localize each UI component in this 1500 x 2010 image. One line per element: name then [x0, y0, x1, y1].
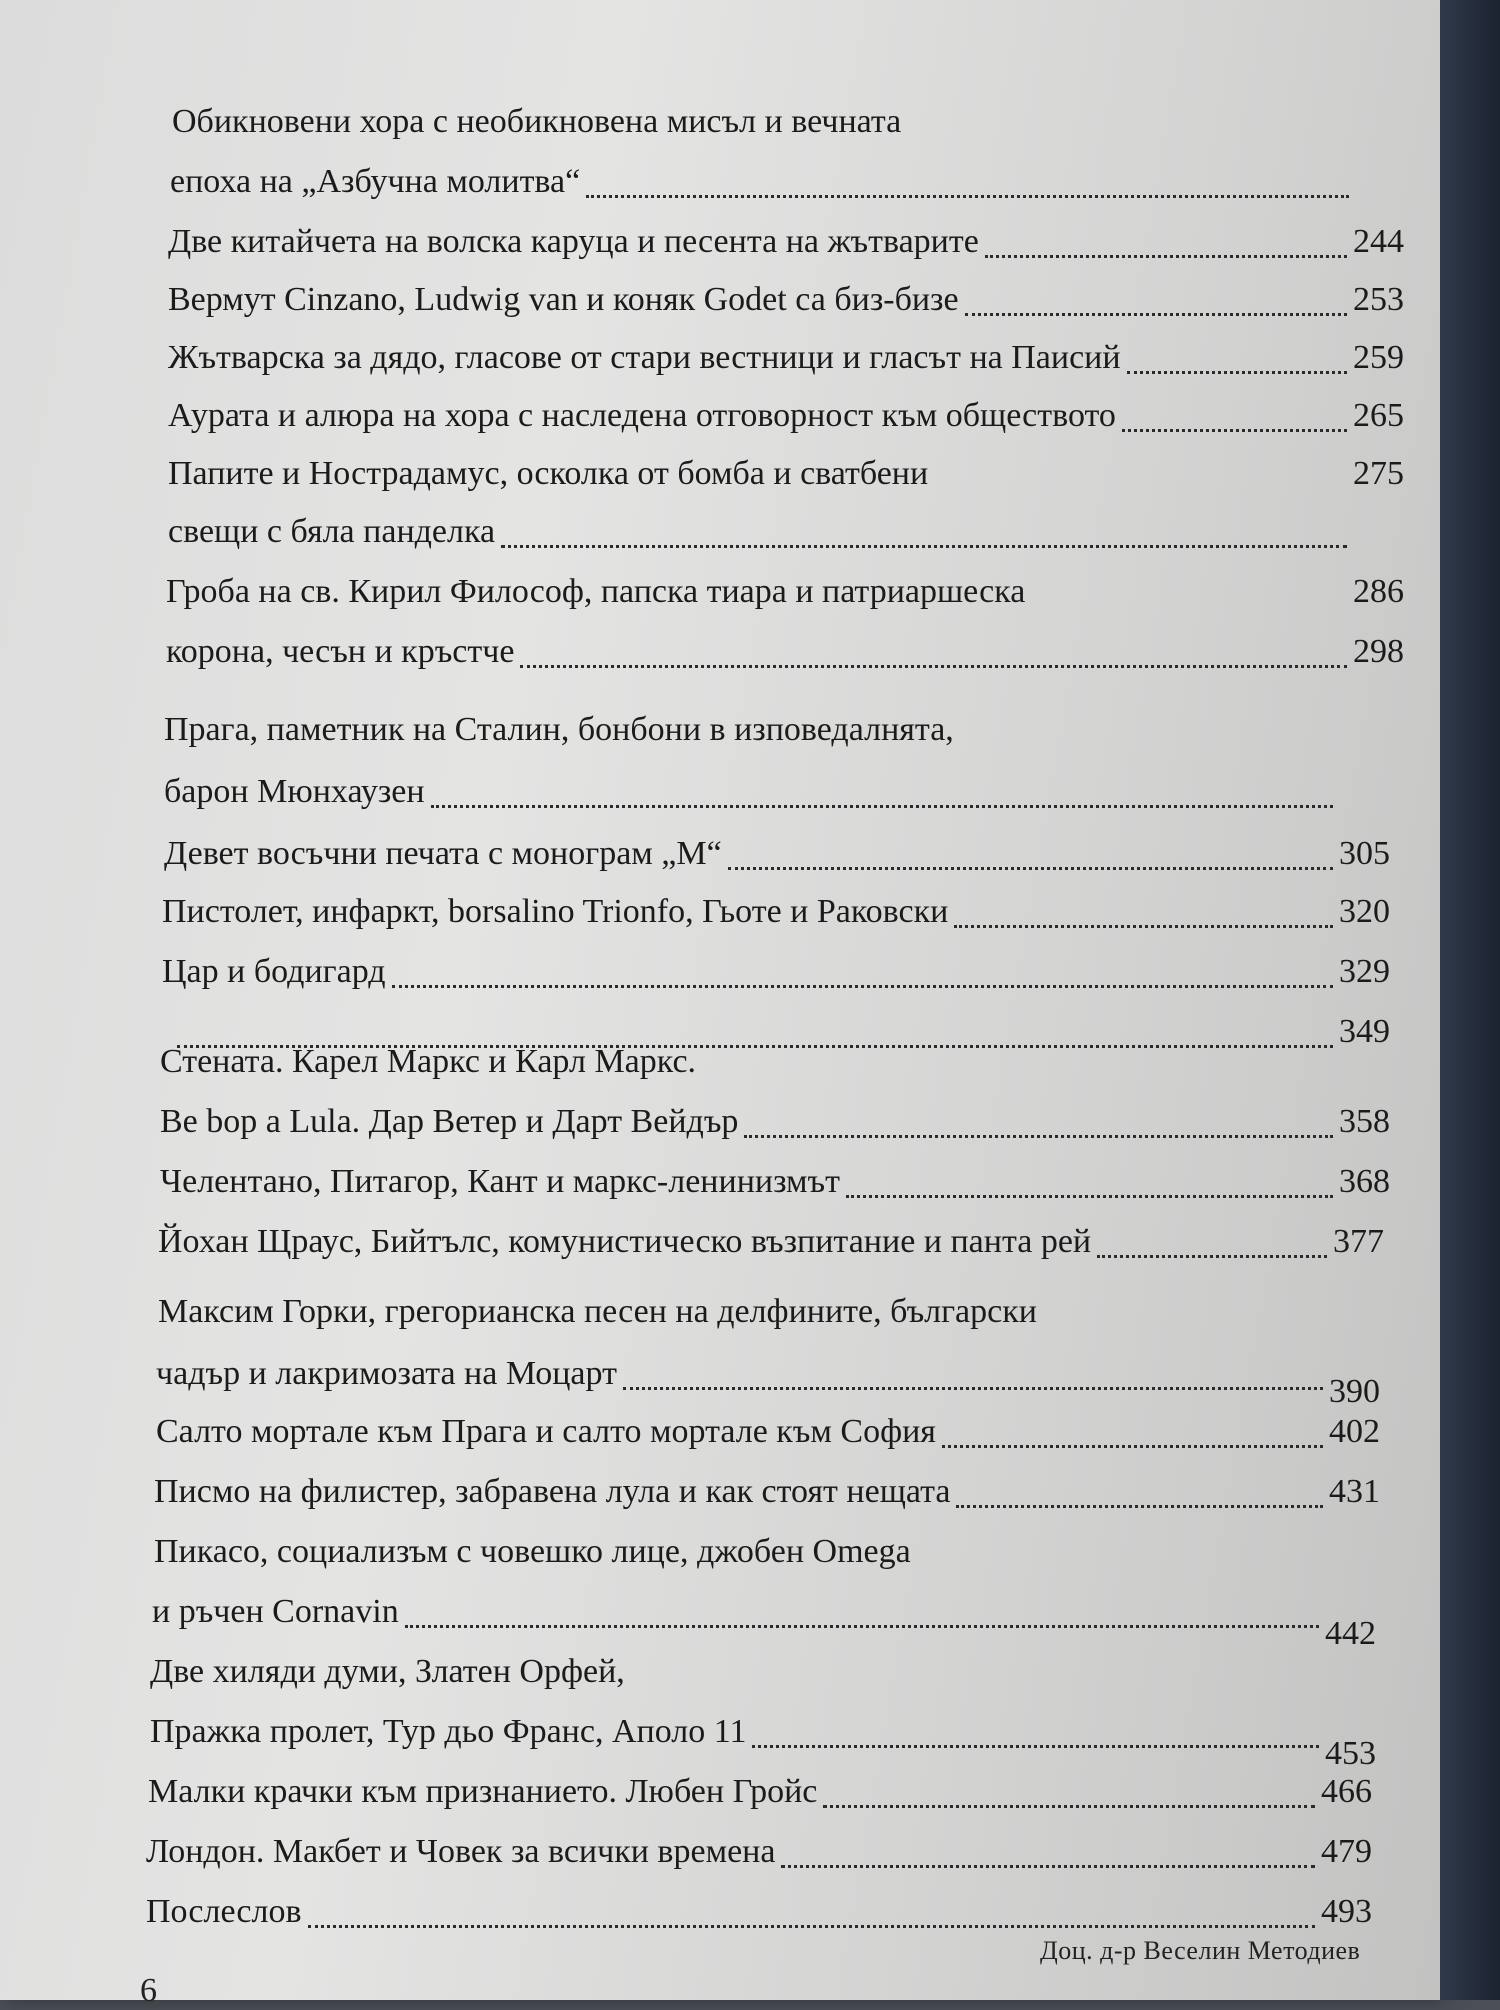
toc-entry-text: Обикновени хора с необикновена мисъл и вечната	[172, 103, 902, 140]
toc-page-number: 259	[1353, 339, 1404, 376]
toc-entry-text: епоха на „Азбучна молитва“	[170, 163, 581, 200]
toc-entry-text: Писмо на филистер, забравена лула и как стоят нещата	[154, 1473, 951, 1510]
toc-entry-line	[154, 1530, 911, 1574]
toc-entry-line	[164, 832, 1390, 876]
toc-entry-text: Гроба на св. Кирил Философ, папска тиара и патриаршеска	[166, 573, 1026, 610]
toc-entry-line	[146, 1890, 1372, 1934]
toc-entry-text: Папите и Нострадамус, осколка от бомба и сватбени	[168, 455, 929, 492]
dot-leader	[308, 1913, 1315, 1928]
dot-leader	[744, 1123, 1333, 1138]
toc-entry-text: Пистолет, инфаркт, borsalino Trionfo, Гьоте и Раковски	[162, 893, 949, 930]
toc-entry-text: Девет восъчни печата с монограм „М“	[164, 835, 722, 872]
dot-leader	[501, 533, 1347, 548]
toc-page-number: 431	[1329, 1473, 1380, 1510]
dot-leader	[167, 1635, 1320, 1650]
dot-leader	[431, 793, 1333, 808]
dot-leader	[392, 973, 1333, 988]
toc-page-number: 358	[1339, 1103, 1390, 1140]
toc-page-number: 479	[1321, 1833, 1372, 1870]
toc-entry-line	[146, 1830, 1372, 1874]
dot-leader	[985, 243, 1347, 258]
toc-entry-text: Челентано, Питагор, Кант и маркс-ленинизмът	[160, 1163, 840, 1200]
toc-entry-text: Пикасо, социализъм с човешко лице, джобен Omega	[154, 1533, 911, 1570]
dot-leader	[1122, 417, 1347, 432]
dot-leader	[165, 1755, 1320, 1770]
dot-leader	[934, 475, 1347, 490]
toc-entry-text: Аурата и алюра на хора с наследена отговорност към обществото	[168, 397, 1116, 434]
toc-entry-line	[164, 770, 1390, 814]
toc-entry-line	[162, 890, 1390, 934]
toc-entry-line	[168, 336, 1404, 380]
toc-entry-line	[148, 1770, 1372, 1814]
toc-entry-text: корона, чесън и кръстче	[166, 633, 515, 670]
toc-page-number: 253	[1353, 281, 1404, 318]
toc-entry-text: Пражка пролет, Тур дьо Франс, Аполо 11	[150, 1713, 747, 1750]
toc-entry-text: Лондон. Макбет и Човек за всички времена	[146, 1833, 776, 1870]
toc-entry-text: Жътварска за дядо, гласове от стари вестници и гласът на Паисий	[168, 339, 1121, 376]
toc-entry-text: Две хиляди думи, Златен Орфей,	[150, 1653, 625, 1690]
dot-leader	[1127, 359, 1347, 374]
toc-page-number: 442	[1325, 1615, 1376, 1652]
toc-entry-text: Прага, паметник на Сталин, бонбони в изповедалнята,	[164, 711, 954, 748]
toc-entry-line	[150, 1650, 625, 1694]
toc-entry-line	[170, 160, 1406, 204]
toc-entry-line	[156, 1410, 1380, 1454]
book-cover-edge	[1440, 0, 1500, 2000]
toc-entry-line	[166, 630, 1404, 674]
toc-entry-line	[156, 1370, 1380, 1414]
toc-page-number: 329	[1339, 953, 1390, 990]
dot-leader	[942, 1433, 1323, 1448]
toc-entry-text: Салто мортале към Прага и салто мортале към София	[156, 1413, 936, 1450]
toc-page-number: 265	[1353, 397, 1404, 434]
toc-page-number: 453	[1325, 1735, 1376, 1772]
toc-entry-line	[168, 394, 1404, 438]
toc-entry-line	[172, 100, 901, 144]
toc-entry-line	[160, 1100, 1390, 1144]
toc-entry-text: барон Мюнхаузен	[164, 773, 425, 810]
toc-page-number: 244	[1353, 223, 1404, 260]
dot-leader	[171, 1393, 1324, 1408]
dot-leader	[956, 1493, 1323, 1508]
dot-leader	[781, 1853, 1315, 1868]
toc-entry-line	[160, 1040, 696, 1084]
running-footer-author: Доц. д-р Веселин Методиев	[1040, 1936, 1361, 1965]
toc-entry-text: Йохан Щраус, Бийтълс, комунистическо възпитание и панта рей	[158, 1223, 1092, 1260]
toc-page-number: 493	[1321, 1893, 1372, 1930]
toc-entry-text: Малки крачки към признанието. Любен Гройс	[148, 1773, 818, 1810]
toc-page-number: 368	[1339, 1163, 1390, 1200]
toc-entry-line	[164, 708, 1404, 752]
toc-page-number: 320	[1339, 893, 1390, 930]
dot-leader	[954, 913, 1333, 928]
toc-entry-text: Цар и бодигард	[162, 953, 386, 990]
dot-leader	[823, 1793, 1315, 1808]
dot-leader	[846, 1183, 1333, 1198]
toc-entry-text: Стената. Карел Маркс и Карл Маркс.	[160, 1043, 697, 1080]
dot-leader	[586, 183, 1349, 198]
toc-entry-text: Две китайчета на волска каруца и песента на жътварите	[168, 223, 979, 260]
toc-page-number: 286	[1353, 573, 1404, 610]
toc-entry-text: Максим Горки, грегорианска песен на делфините, български	[158, 1293, 1037, 1330]
toc-entry-text: свещи с бяла панделка	[168, 513, 496, 550]
toc-entry-line	[168, 278, 1404, 322]
toc-entry-line	[158, 1220, 1384, 1264]
dot-leader	[1097, 1243, 1327, 1258]
toc-entry-line	[154, 1470, 1380, 1514]
toc-entry-line	[162, 950, 1390, 994]
page-number: 6	[140, 1972, 157, 2009]
toc-entry-line	[158, 1290, 1037, 1334]
toc-page-number: 305	[1339, 835, 1390, 872]
dot-leader	[965, 301, 1347, 316]
toc-page-number: 275	[1353, 455, 1404, 492]
dot-leader	[728, 855, 1333, 870]
dot-leader	[520, 653, 1347, 668]
toc-page-number: 390	[1329, 1373, 1380, 1410]
toc-page-number: 402	[1329, 1413, 1380, 1450]
toc-page-number: 466	[1321, 1773, 1372, 1810]
toc-entry-text: Послеслов	[146, 1893, 302, 1930]
toc-entry-text: Be bop a Lula. Дар Ветер и Дарт Вейдър	[160, 1103, 739, 1140]
toc-page-number: 377	[1333, 1223, 1384, 1260]
dot-leader	[1031, 593, 1347, 608]
toc-page-number: 298	[1353, 633, 1404, 670]
toc-entry-line	[166, 570, 1404, 614]
toc-entry-line	[160, 1160, 1390, 1204]
toc-entry-text: чадър и лакримозата на Моцарт	[156, 1355, 617, 1392]
toc-entry-line	[168, 220, 1404, 264]
toc-page-number: 349	[1339, 1013, 1390, 1050]
toc-entry-text: и ръчен Cornavin	[152, 1593, 399, 1630]
toc-entry-text: Вермут Cinzano, Ludwig van и коняк Godet са биз-бизе	[168, 281, 959, 318]
toc-entry-line	[168, 452, 1404, 496]
toc-entry-line	[168, 510, 1404, 554]
